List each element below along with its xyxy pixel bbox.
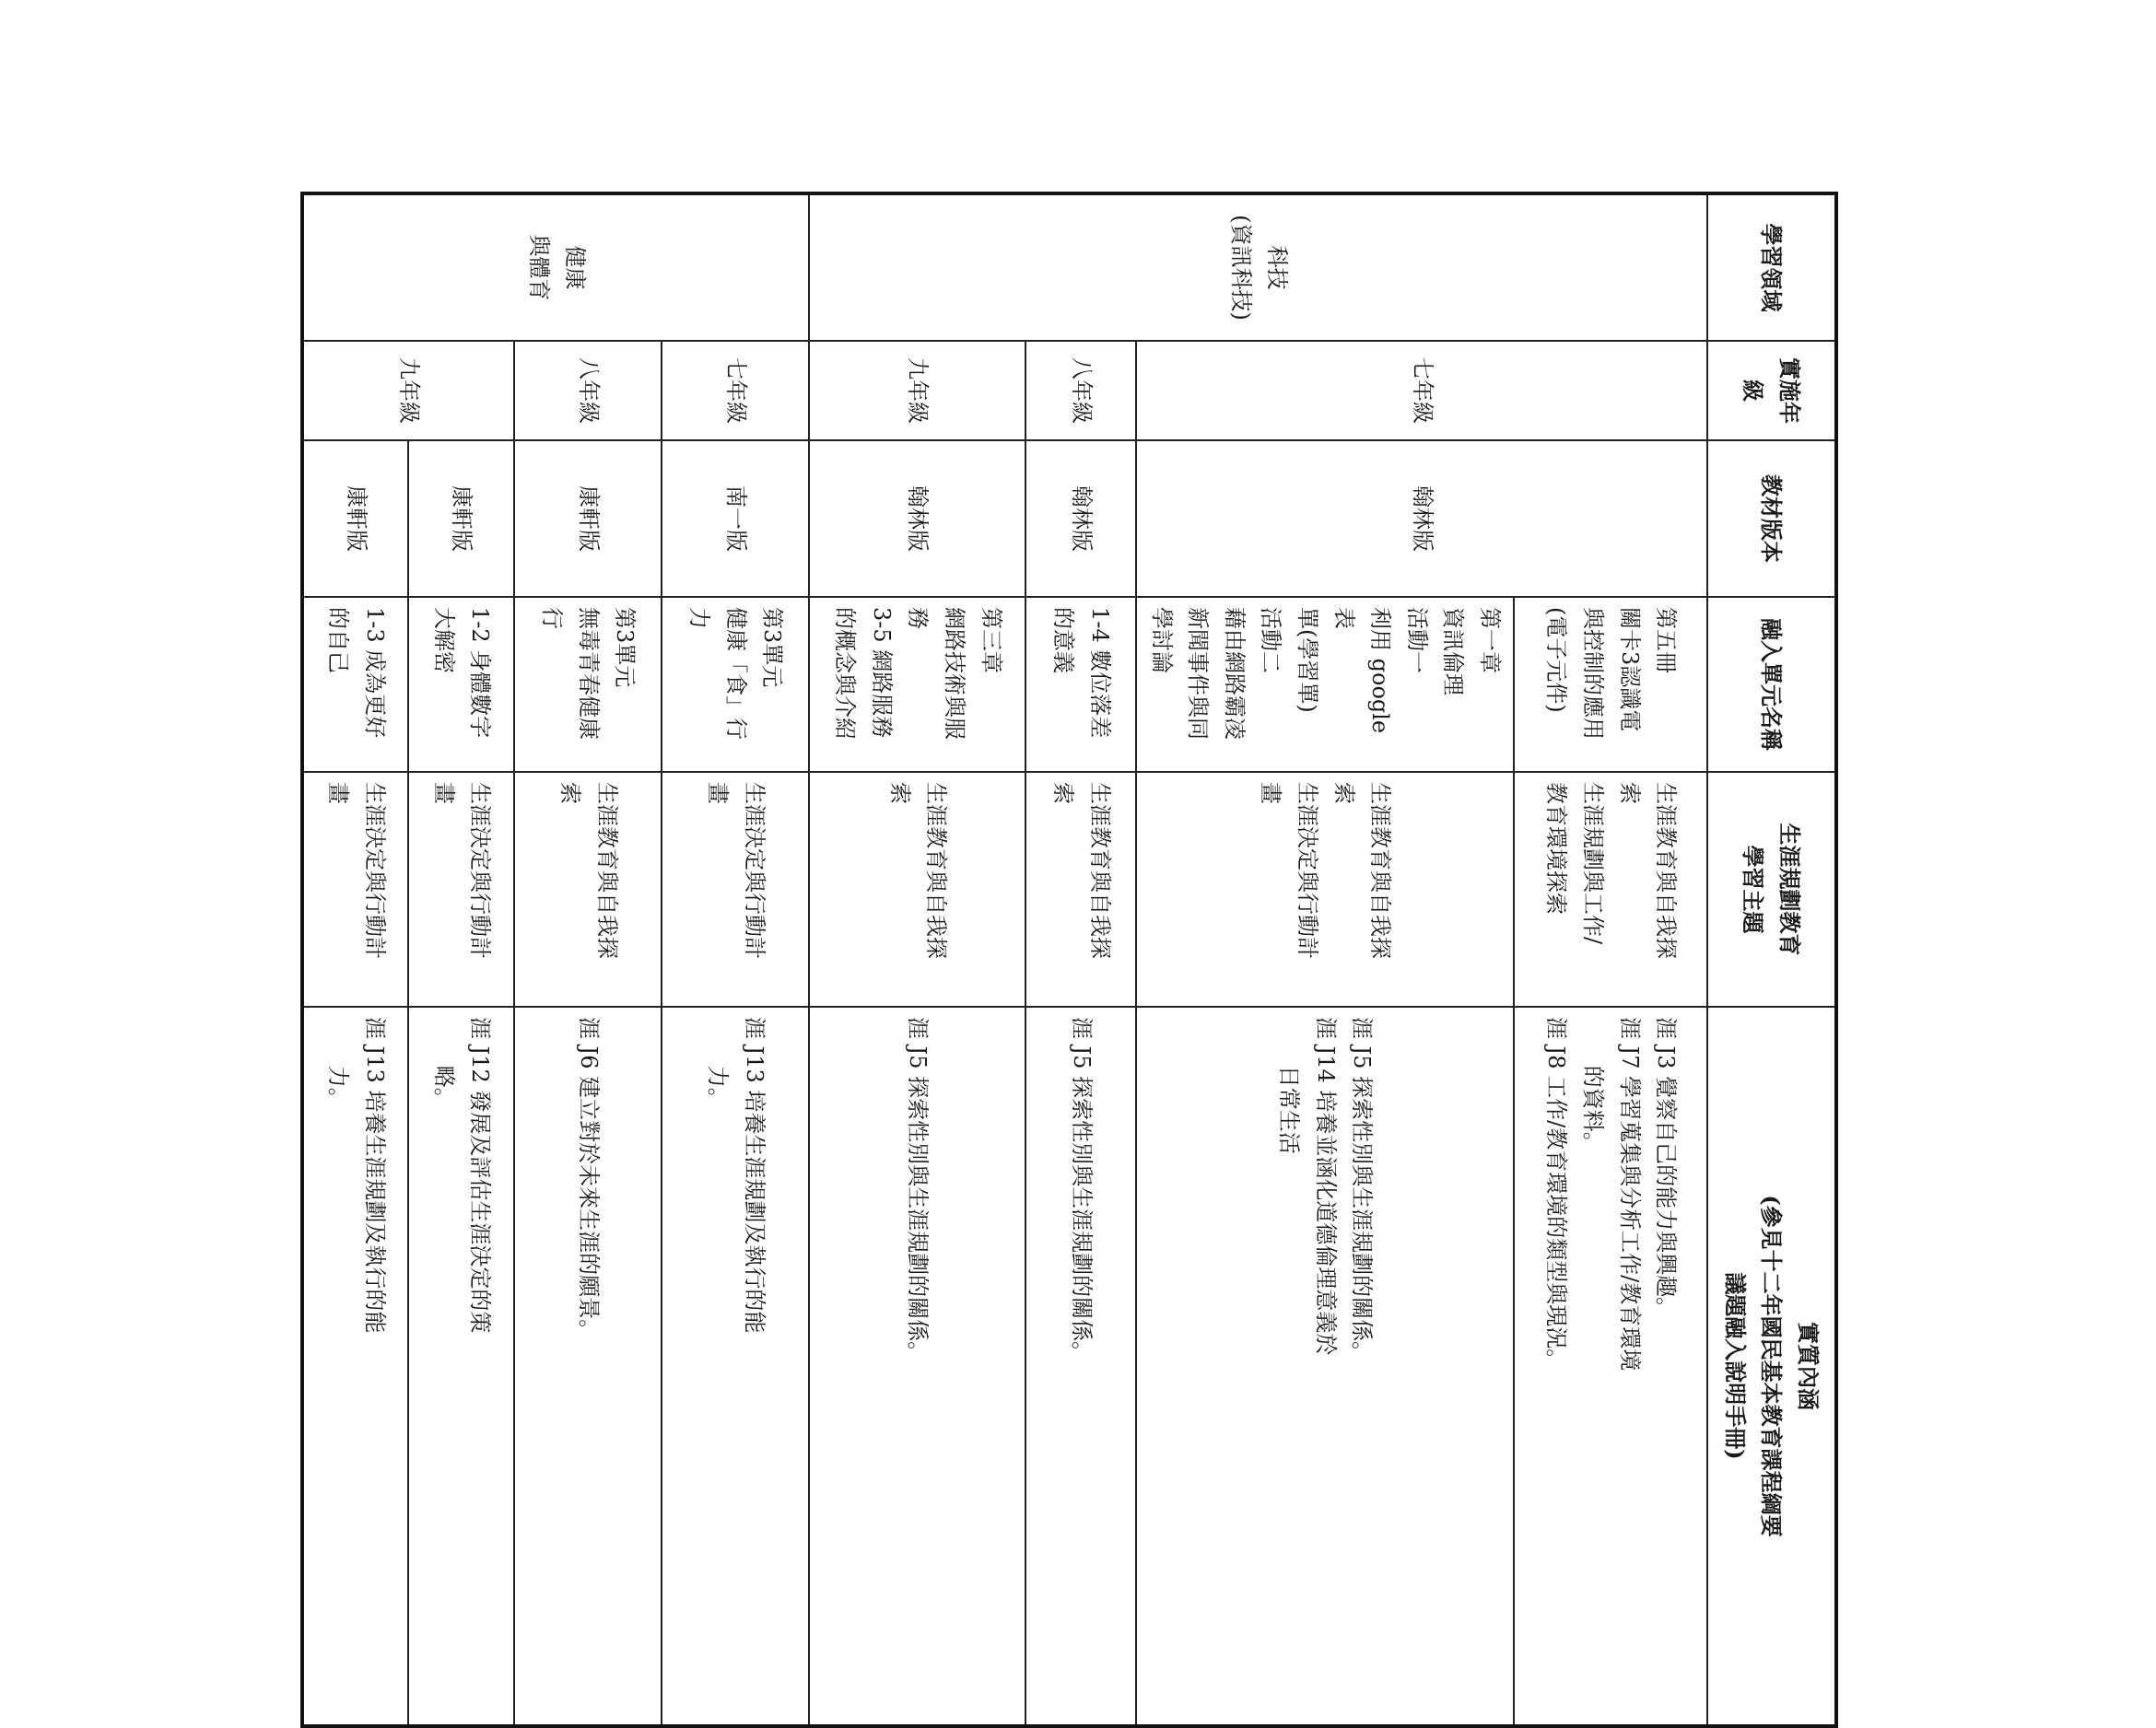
content-line: 日常生活 bbox=[1276, 1065, 1303, 1154]
unit-line: 關卡3認識電 bbox=[1616, 607, 1643, 732]
unit-line: 健康「食」行 bbox=[722, 607, 749, 740]
header-area: 學習領域 bbox=[1707, 193, 1836, 341]
header-grade: 實施年級 bbox=[1707, 341, 1836, 440]
unit-cell bbox=[1136, 597, 1514, 772]
unit-line: 1-2 身體數字 bbox=[467, 607, 494, 739]
content-cell bbox=[662, 1007, 809, 1726]
edition-cell: 康軒版 bbox=[302, 440, 408, 597]
theme-cell bbox=[809, 772, 1025, 1007]
curriculum-table bbox=[300, 192, 1838, 1728]
document-page bbox=[305, 192, 1838, 1537]
table-row bbox=[408, 193, 514, 1726]
content-cell bbox=[302, 1007, 408, 1726]
theme-line: 索 bbox=[1330, 782, 1357, 804]
unit-line: 第3單元 bbox=[759, 607, 786, 688]
unit-cell bbox=[1025, 597, 1136, 772]
content-line: 涯 J13 培養生涯規劃及執行的能 bbox=[741, 1017, 767, 1334]
unit-line: 活動一 bbox=[1403, 607, 1430, 673]
edition-cell: 康軒版 bbox=[514, 440, 662, 597]
content-line: 力。 bbox=[705, 1065, 732, 1110]
unit-line: 利用 google 表 bbox=[1330, 607, 1394, 734]
table-row bbox=[514, 193, 662, 1726]
content-line: 涯 J3 覺察自己的能力與興趣。 bbox=[1653, 1017, 1680, 1320]
table-row bbox=[809, 193, 1025, 1726]
theme-line: 生涯教育與自我探 bbox=[1653, 782, 1680, 959]
content-line: 涯 J5 探索性別與生涯規劃的關係。 bbox=[905, 1017, 932, 1364]
table-row bbox=[1514, 193, 1707, 1726]
unit-line: 活動二 bbox=[1258, 607, 1284, 673]
unit-line: 行 bbox=[539, 607, 566, 629]
unit-line: 第五冊 bbox=[1653, 607, 1680, 673]
theme-line: 索 bbox=[557, 782, 584, 804]
theme-cell bbox=[662, 772, 809, 1007]
unit-line: 3-5 網路服務 bbox=[868, 607, 895, 739]
header-edition: 教材版本 bbox=[1707, 440, 1836, 597]
unit-line: 第三章 bbox=[978, 607, 1004, 673]
header-row bbox=[1707, 193, 1836, 1726]
unit-line: 1-4 數位落差 bbox=[1086, 607, 1113, 739]
unit-line: 1-3 成為更好 bbox=[361, 607, 388, 739]
theme-line: 畫 bbox=[705, 782, 732, 804]
header-content-line: 議題融入說明手冊) bbox=[1721, 1272, 1749, 1460]
unit-line: 無毒青春健康 bbox=[575, 607, 602, 740]
table-row bbox=[662, 193, 809, 1726]
unit-line: 的概念與介紹 bbox=[832, 607, 859, 740]
edition-cell: 南一版 bbox=[662, 440, 809, 597]
content-cell bbox=[1136, 1007, 1514, 1726]
grade-cell: 九年級 bbox=[809, 341, 1025, 440]
unit-line: 的自己 bbox=[325, 607, 352, 673]
unit-cell bbox=[809, 597, 1025, 772]
area-cell bbox=[809, 193, 1707, 341]
theme-cell bbox=[1136, 772, 1514, 1007]
area-label: 健康 bbox=[562, 245, 589, 290]
content-line: 涯 J5 探索性別與生涯規劃的關係。 bbox=[1349, 1017, 1376, 1364]
theme-line: 生涯教育與自我探 bbox=[1086, 782, 1113, 959]
theme-cell bbox=[408, 772, 514, 1007]
theme-line: 生涯規劃與工作/ bbox=[1580, 782, 1606, 945]
grade-cell: 七年級 bbox=[662, 341, 809, 440]
header-theme bbox=[1707, 772, 1836, 1007]
unit-line: 資訊倫理 bbox=[1440, 607, 1467, 695]
edition-cell: 翰林版 bbox=[809, 440, 1025, 597]
grade-cell: 八年級 bbox=[514, 341, 662, 440]
content-line: 略。 bbox=[430, 1065, 457, 1110]
theme-cell bbox=[514, 772, 662, 1007]
content-line: 涯 J5 探索性別與生涯規劃的關係。 bbox=[1068, 1017, 1095, 1364]
unit-cell bbox=[408, 597, 514, 772]
unit-line: 藉由網路霸凌 bbox=[1221, 607, 1248, 740]
header-theme-line: 學習主題 bbox=[1740, 845, 1767, 934]
edition-cell: 康軒版 bbox=[408, 440, 514, 597]
content-cell bbox=[408, 1007, 514, 1726]
theme-line: 索 bbox=[886, 782, 913, 804]
theme-line: 畫 bbox=[1258, 782, 1284, 804]
area-label: 與體育 bbox=[525, 234, 552, 301]
theme-line: 生涯教育與自我探 bbox=[1367, 782, 1394, 959]
header-content-line: (參見十二年國民基本教育課程綱要 bbox=[1758, 1195, 1786, 1537]
area-label: (資訊科技) bbox=[1227, 215, 1254, 321]
content-line: 涯 J14 培養並涵化道德倫理意義於 bbox=[1312, 1017, 1339, 1356]
unit-line: 第一章 bbox=[1477, 607, 1503, 673]
content-line: 涯 J13 培養生涯規劃及執行的能 bbox=[361, 1017, 388, 1334]
theme-cell bbox=[1025, 772, 1136, 1007]
theme-line: 生涯決定與行動計 bbox=[1295, 782, 1321, 959]
content-line: 的資料。 bbox=[1580, 1065, 1606, 1154]
unit-line: 單(學習單) bbox=[1295, 607, 1321, 713]
unit-line: 與控制的應用 bbox=[1580, 607, 1606, 740]
edition-cell: 翰林版 bbox=[1136, 440, 1707, 597]
header-content-line: 實質內涵 bbox=[1794, 1322, 1822, 1410]
header-unit: 融入單元名稱 bbox=[1707, 597, 1836, 772]
grade-cell: 七年級 bbox=[1136, 341, 1707, 440]
content-line: 涯 J6 建立對於未來生涯的願景。 bbox=[575, 1017, 602, 1342]
unit-line: 學討論 bbox=[1148, 607, 1175, 673]
header-theme-line: 生涯規劃教育 bbox=[1776, 823, 1804, 956]
unit-cell bbox=[662, 597, 809, 772]
theme-line: 畫 bbox=[325, 782, 352, 804]
theme-line: 畫 bbox=[430, 782, 457, 804]
edition-cell: 翰林版 bbox=[1025, 440, 1136, 597]
theme-line: 生涯決定與行動計 bbox=[741, 782, 767, 959]
unit-line: (電子元件) bbox=[1543, 607, 1570, 713]
unit-cell bbox=[302, 597, 408, 772]
theme-cell bbox=[302, 772, 408, 1007]
content-line: 力。 bbox=[325, 1065, 352, 1110]
table-row bbox=[1025, 193, 1136, 1726]
unit-line: 網路技術與服 bbox=[941, 607, 967, 740]
content-line: 涯 J7 學習蒐集與分析工作/教育環境 bbox=[1616, 1017, 1643, 1372]
content-line: 涯 J12 發展及評估生涯決定的策 bbox=[467, 1017, 494, 1334]
theme-line: 生涯決定與行動計 bbox=[361, 782, 388, 959]
unit-line: 力 bbox=[686, 607, 713, 629]
unit-line: 第3單元 bbox=[612, 607, 639, 688]
theme-line: 索 bbox=[1050, 782, 1077, 804]
content-cell bbox=[1514, 1007, 1707, 1726]
unit-cell bbox=[1514, 597, 1707, 772]
unit-line: 新聞事件與同 bbox=[1185, 607, 1212, 740]
theme-cell bbox=[1514, 772, 1707, 1007]
unit-line: 的意義 bbox=[1050, 607, 1077, 673]
theme-line: 生涯教育與自我探 bbox=[593, 782, 620, 959]
theme-line: 教育環境探索 bbox=[1543, 782, 1570, 915]
header-content bbox=[1707, 1007, 1836, 1726]
unit-line: 務 bbox=[905, 607, 932, 629]
grade-cell: 九年級 bbox=[302, 341, 514, 440]
area-label: 科技 bbox=[1264, 245, 1291, 290]
content-cell bbox=[1025, 1007, 1136, 1726]
content-cell bbox=[514, 1007, 662, 1726]
theme-line: 生涯教育與自我探 bbox=[923, 782, 950, 959]
theme-line: 生涯決定與行動計 bbox=[467, 782, 494, 959]
unit-cell bbox=[514, 597, 662, 772]
area-cell bbox=[302, 193, 809, 341]
content-line: 涯 J8 工作/教育環境的類型與現況。 bbox=[1543, 1017, 1570, 1372]
theme-line: 索 bbox=[1616, 782, 1643, 804]
grade-cell: 八年級 bbox=[1025, 341, 1136, 440]
unit-line: 大解密 bbox=[430, 607, 457, 673]
content-cell bbox=[809, 1007, 1025, 1726]
